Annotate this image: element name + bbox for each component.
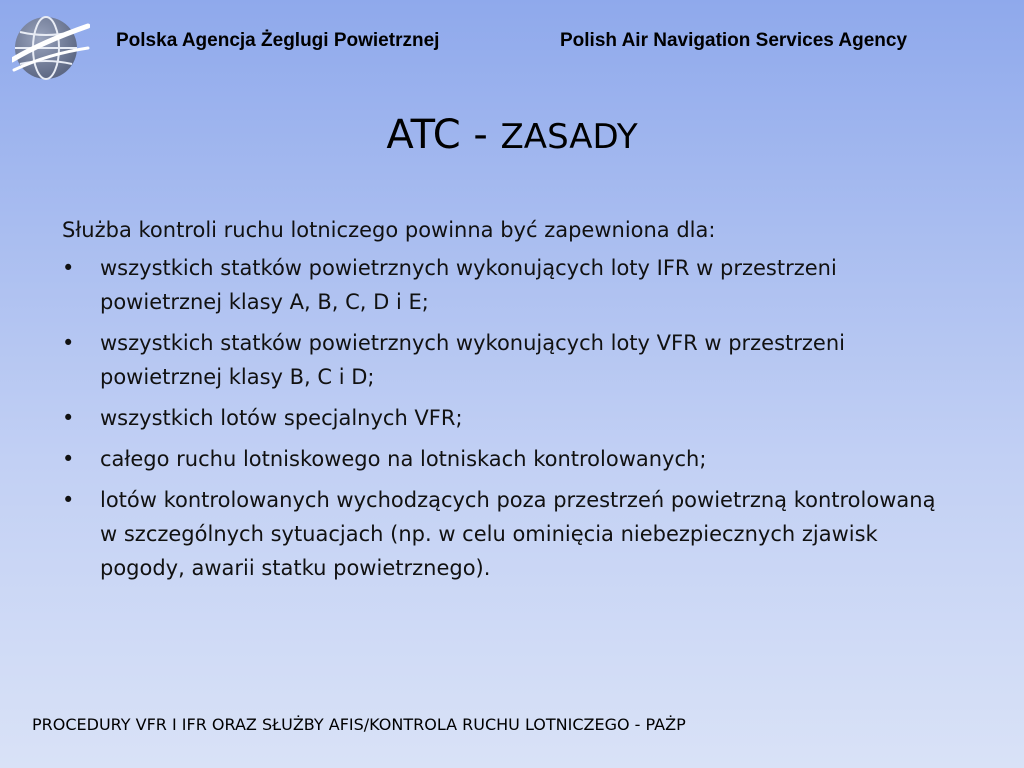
bullet-text: wszystkich statków powietrznych wykonujących loty IFR w przestrzeni powietrznej klasy A, B, C, D i E; (100, 256, 837, 314)
slide-footer: PROCEDURY VFR I IFR ORAZ SŁUŻBY AFIS/KONTROLA RUCHU LOTNICZEGO - PAŻP (32, 715, 686, 734)
org-name-english: Polish Air Navigation Services Agency (560, 30, 908, 51)
globe-logo-icon (12, 12, 90, 84)
bullet-list (62, 251, 952, 585)
bullet-text: lotów kontrolowanych wychodzących poza przestrzeń powietrzną kontrolowaną w szczególnych sytuacjach (np. w celu ominięcia niebezpiecznych zjawisk pogody, awarii statku powietrznego). (100, 488, 936, 580)
slide-title-sub: ZASADY (500, 117, 638, 157)
org-name-polish: Polska Agencja Żeglugi Powietrznej (116, 30, 440, 51)
slide-header (0, 0, 1024, 90)
bullet-dot: • (62, 331, 75, 355)
slide-body (62, 213, 952, 592)
bullet-text: całego ruchu lotniskowego na lotniskach kontrolowanych; (100, 447, 707, 471)
bullet-item (62, 442, 952, 476)
bullet-item (62, 483, 952, 585)
bullet-item (62, 326, 952, 394)
slide-title-main: ATC - (386, 112, 488, 158)
bullet-dot: • (62, 488, 75, 512)
intro-text: Służba kontroli ruchu lotniczego powinna być zapewniona dla: (62, 218, 716, 242)
bullet-text: wszystkich statków powietrznych wykonujących loty VFR w przestrzeni powietrznej klasy B, C i D; (100, 331, 845, 389)
bullet-text: wszystkich lotów specjalnych VFR; (100, 406, 463, 430)
bullet-item (62, 251, 952, 319)
bullet-dot: • (62, 447, 75, 471)
slide-title (0, 112, 1024, 158)
bullet-item (62, 401, 952, 435)
bullet-dot: • (62, 406, 75, 430)
bullet-dot: • (62, 256, 75, 280)
